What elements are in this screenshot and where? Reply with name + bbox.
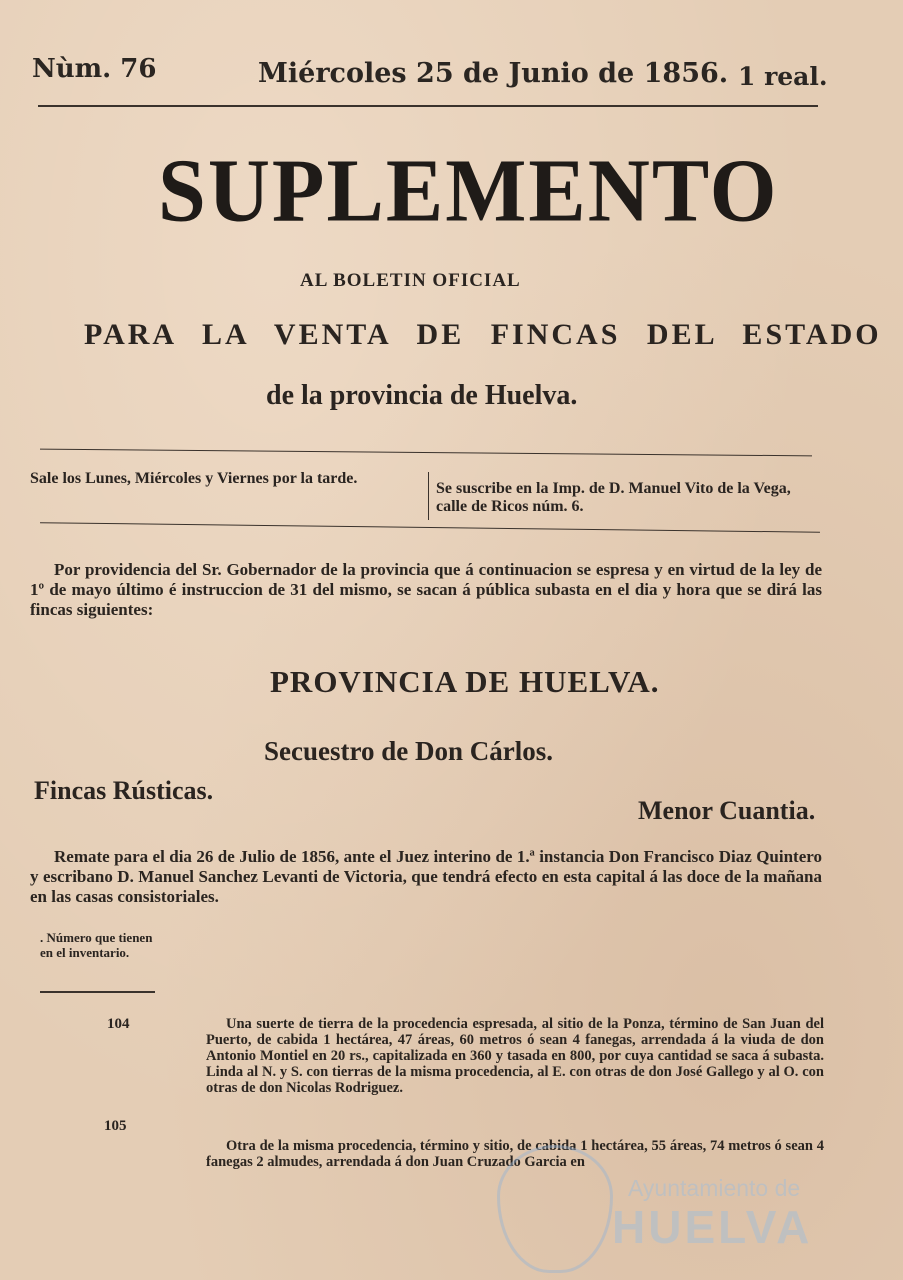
section-heading: Secuestro de Don Cárlos.: [264, 736, 553, 766]
info-divider: [428, 472, 429, 520]
lot-description-104: Una suerte de tierra de la procedencia espresada, al sitio de la Ponza, término de San Juan del Puerto, de cabida 1 hectárea, 47 áreas, 60 metros ó sean 4 fanegas, arrendada á la viuda de don Antonio Montiel en 20 rs., capitalizada en 360 y tasada en 800, por cuya cantidad se saca á subasta. Linda al N. y S. con tierras de la misma procedencia, al E. con otras de don José Gallego y al O. con otras de don Nicolas Rodriguez.: [206, 1016, 824, 1096]
subtitle-venta: PARA LA VENTA DE FINCAS DEL ESTADO: [84, 318, 882, 351]
watermark-huelva: HUELVA: [612, 1201, 813, 1253]
fincas-rusticas-heading: Fincas Rústicas.: [34, 776, 214, 805]
lot-description-105: Otra de la misma procedencia, término y sitio, de cabida 1 hectárea, 55 áreas, 74 metros ó sean 4 fanegas 2 almudes, arrendada á don Juan Cruzado Garcia en: [206, 1138, 824, 1170]
intro-paragraph: Por providencia del Sr. Gobernador de la provincia que á continuacion se espresa y en virtud de la ley de 1º de mayo último é instruccion de 31 del mismo, se sacan á pública subasta en el dia y hora que se dirá las fincas siguientes:: [30, 560, 822, 619]
province-heading: PROVINCIA DE HUELVA.: [270, 664, 660, 699]
huelva-seal-watermark: [497, 1145, 613, 1273]
subtitle-provincia: de la provincia de Huelva.: [266, 380, 578, 411]
remate-paragraph: Remate para el dia 26 de Julio de 1856, ante el Juez interino de 1.ª instancia Don Francisco Diaz Quintero y escribano D. Manuel Sanchez Levanti de Victoria, que tendrá efecto en esta capital á las doce de la mañana en las casas consistoriales.: [30, 847, 822, 906]
label-rule: [40, 991, 155, 993]
subscription-info: Se suscribe en la Imp. de D. Manuel Vito de la Vega, calle de Ricos núm. 6.: [436, 480, 791, 515]
watermark-ayuntamiento: Ayuntamiento de: [628, 1175, 801, 1201]
issue-price: 1 real.: [738, 62, 828, 91]
issue-number: Nùm. 76: [32, 54, 157, 84]
masthead-rule: [38, 105, 818, 107]
issue-date: Miércoles 25 de Junio de 1856.: [258, 58, 729, 89]
title-rule: [40, 449, 812, 457]
info-rule: [40, 522, 820, 533]
menor-cuantia-heading: Menor Cuantia.: [638, 796, 816, 825]
inventory-number-label: . Número que tienen en el inventario.: [40, 930, 153, 960]
lot-number-105: 105: [104, 1118, 127, 1134]
lot-number-104: 104: [107, 1016, 130, 1032]
publication-schedule: Sale los Lunes, Miércoles y Viernes por la tarde.: [30, 470, 358, 487]
supplement-title: SUPLEMENTO: [158, 139, 779, 241]
subtitle-boletin: AL BOLETIN OFICIAL: [300, 270, 521, 291]
